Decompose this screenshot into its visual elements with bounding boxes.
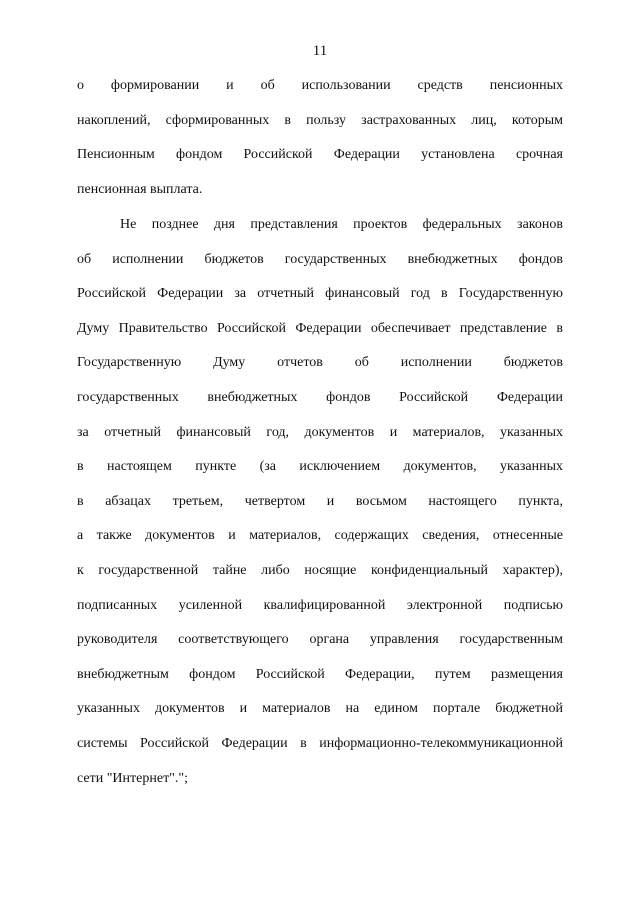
paragraph-2 (77, 215, 563, 803)
text-line: в абзацах третьем, четвертом и восьмом настоящего пункта, (77, 493, 563, 509)
text-line: внебюджетным фондом Российской Федерации, путем размещения (77, 666, 563, 682)
text-line: а также документов и материалов, содержащих сведения, отнесенные (77, 528, 563, 544)
text-line: Пенсионным фондом Российской Федерации установлена срочная (77, 147, 563, 163)
text-line: Государственную Думу отчетов об исполнении бюджетов (77, 355, 563, 371)
text-line: государственных внебюджетных фондов Российской Федерации (77, 389, 563, 405)
text-line: указанных документов и материалов на едином портале бюджетной (77, 701, 563, 717)
text-line: сети "Интернет"."; (77, 770, 189, 786)
text-line: Не позднее дня представления проектов федеральных законов (120, 217, 563, 232)
text-line: руководителя соответствующего органа управления государственным (77, 632, 563, 648)
paragraph-1 (77, 76, 563, 214)
text-line: накоплений, сформированных в пользу застрахованных лиц, которым (77, 112, 563, 128)
text-line: в настоящем пункте (за исключением документов, указанных (77, 459, 563, 475)
text-line: за отчетный финансовый год, документов и материалов, указанных (77, 424, 563, 440)
text-line: об исполнении бюджетов государственных внебюджетных фондов (77, 251, 563, 267)
text-line: о формировании и об использовании средств пенсионных (77, 78, 563, 93)
text-line: Думу Правительство Российской Федерации обеспечивает представление в (77, 320, 563, 336)
text-line: пенсионная выплата. (77, 181, 203, 197)
page-number: 11 (312, 43, 328, 59)
text-line: системы Российской Федерации в информационно-телекоммуникационной (77, 735, 563, 751)
text-line: подписанных усиленной квалифицированной электронной подписью (77, 597, 563, 613)
text-line: к государственной тайне либо носящие конфиденциальный характер), (77, 562, 563, 578)
text-line: Российской Федерации за отчетный финансовый год в Государственную (77, 286, 563, 302)
